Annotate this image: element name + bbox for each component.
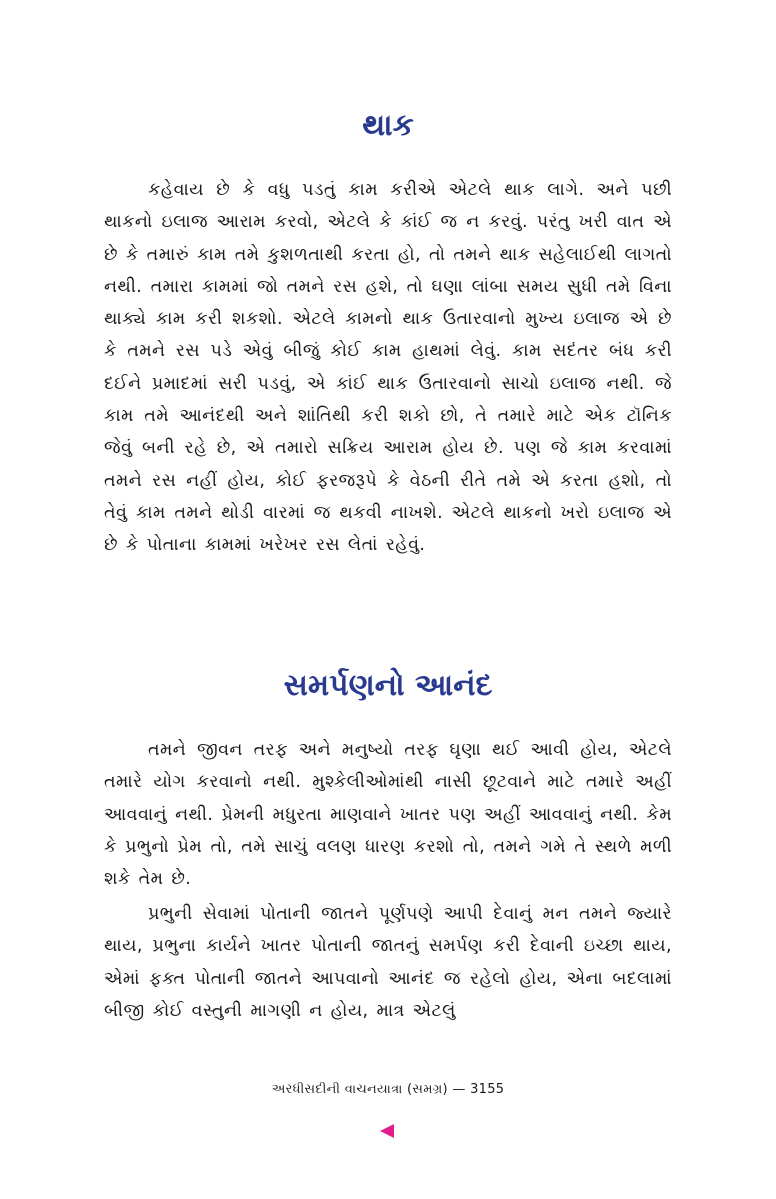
section-title-surrender: સમર્પણનો આનંદ [283,668,493,703]
paragraph-surrender-1: તમને જીવન તરફ અને મનુષ્યો તરફ ઘૃણા થઈ આવી હોય, એટલે તમારે યોગ કરવાનો નથી. મુશ્કેલીઓમાંથી નાસી છૂટવાને માટે તમારે અહીં આવવાનું નથી. પ્રેમની મધુરતા માણવાને ખાતર પણ અહીં આવવાનું નથી. કેમ કે પ્રભુનો પ્રેમ તો, તમે સાચું વલણ ધારણ કરશો તો, તમને ગમે તે સ્થળે મળી શકે તેમ છે. [104,740,672,890]
paragraph-surrender-2: પ્રભુની સેવામાં પોતાની જાતને પૂર્ણપણે આપી દેવાનું મન તમને જ્યારે થાય, પ્રભુના કાર્યને ખાતર પોતાની જાતનું સમર્પણ કરી દેવાની ઇચ્છા થાય, એમાં ફક્ત પોતાની જાતને આપવાનો આનંદ જ રહેલો હોય, એના બદલામાં બીજી કોઈ વસ્તુની માગણી ન હોય, માત્ર એટલું [104,904,672,1021]
paragraph-fatigue: કહેવાય છે કે વધુ પડતું કામ કરીએ એટલે થાક લાગે. અને પછી થાકનો ઇલાજ આરામ કરવો, એટલે કે કાંઈ જ ન કરવું. પરંતુ ખરી વાત એ છે કે તમારું કામ તમે કુશળતાથી કરતા હો, તો તમને થાક સહેલાઈથી લાગતો નથી. તમારા કામમાં જો તમને રસ હશે, તો ઘણા લાંબા સમય સુધી તમે વિના થાક્યે કામ કરી શકશો. એટલે કામનો થાક ઉતારવાનો મુખ્ય ઇલાજ એ છે કે તમને રસ પડે એવું બીજું કોઈ કામ હાથમાં લેવું. કામ સદંતર બંધ કરી દઈને પ્રમાદમાં સરી પડવું, એ કાંઈ થાક ઉતારવાનો સાચો ઇલાજ નથી. જે કામ તમે આનંદથી અને શાંતિથી કરી શકો છો, તે તમારે માટે એક ટૉનિક જેવું બની રહે છે, એ તમારો સક્રિય આરામ હોય છે. પણ જે કામ કરવામાં તમને રસ નહીં હોય, કોઈ ફરજરૂપે કે વેઠની રીતે તમે એ કરતા હશો, તો તેવું કામ તમને થોડી વારમાં જ થકવી નાખશે. એટલે થાકનો ખરો ઇલાજ એ છે કે પોતાના કામમાં ખરેખર રસ લેતાં રહેવું. [104,180,672,556]
page-footer: અરધીસદીની વાચનયાત્રા (સમગ્ર) — 3155 [271,1082,505,1097]
prev-page-icon[interactable] [380,1124,394,1138]
section-title-fatigue: થાક [362,108,414,143]
